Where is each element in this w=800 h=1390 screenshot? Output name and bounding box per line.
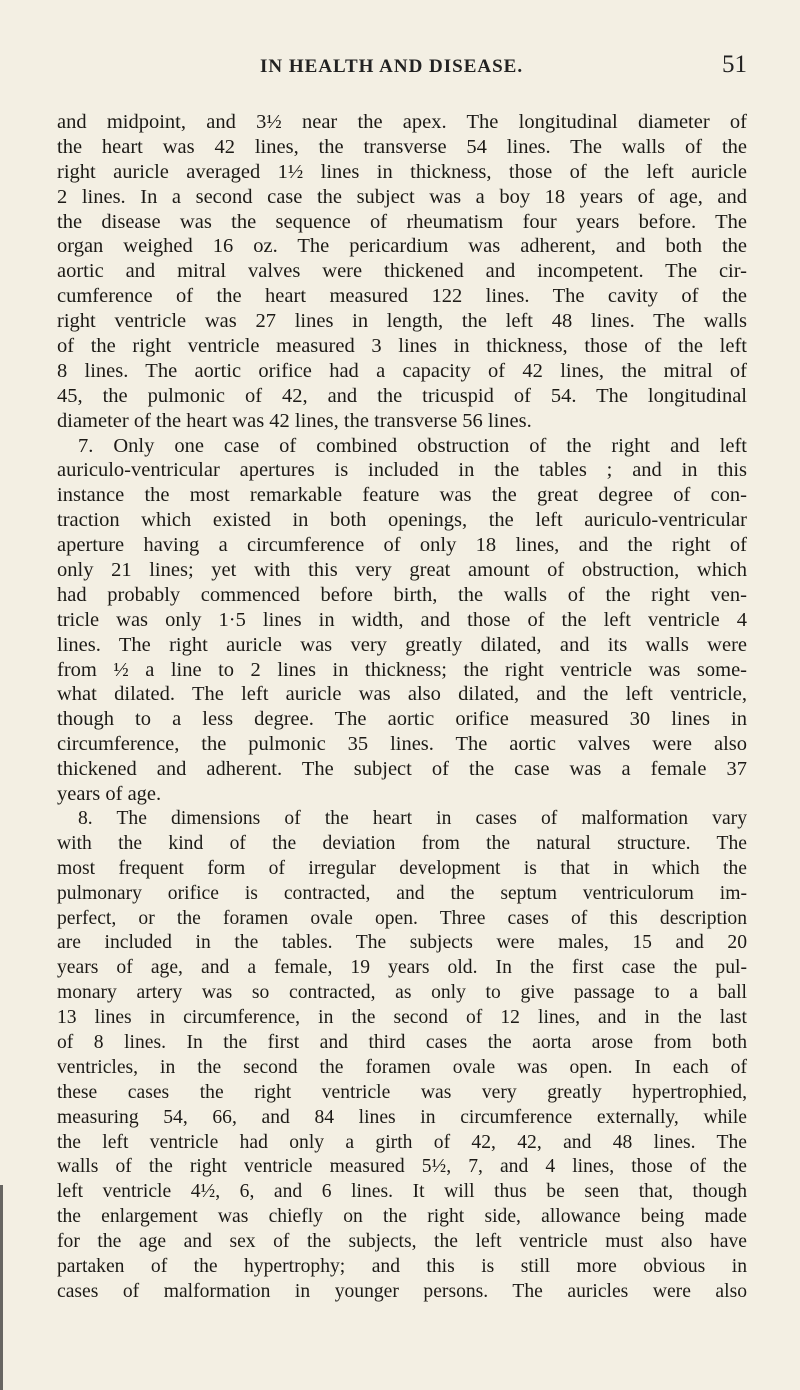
text-line: pulmonary orifice is contracted, and the septum ventriculorum im-: [57, 882, 747, 904]
text-line: tricle was only 1·5 lines in width, and those of the left ventricle 4: [57, 608, 747, 631]
text-line: of the right ventricle measured 3 lines in thickness, those of the left: [57, 335, 747, 358]
text-line: are included in the tables. The subjects were males, 15 and 20: [57, 932, 747, 954]
text-line: the left ventricle had only a girth of 42, 42, and 48 lines. The: [57, 1131, 747, 1153]
text-line: from ½ a line to 2 lines in thickness; the right ventricle was some-: [57, 658, 747, 681]
page-edge-shadow: [0, 1185, 3, 1390]
text-line: 2 lines. In a second case the subject was a boy 18 years of age, and: [57, 185, 747, 208]
text-line: lines. The right auricle was very greatly dilated, and its walls were: [57, 633, 747, 656]
text-line: these cases the right ventricle was very greatly hypertrophied,: [57, 1081, 747, 1103]
text-line: auriculo-ventricular apertures is included in the tables ; and in this: [57, 459, 747, 482]
text-line: with the kind of the deviation from the natural structure. The: [57, 832, 747, 854]
text-line: perfect, or the foramen ovale open. Three cases of this description: [57, 907, 747, 929]
text-line: circumference, the pulmonic 35 lines. The aortic valves were also: [57, 733, 747, 756]
text-line: years of age.: [57, 783, 162, 806]
text-line: instance the most remarkable feature was the great degree of con-: [57, 484, 747, 507]
text-line: right ventricle was 27 lines in length, the left 48 lines. The walls: [57, 310, 747, 333]
text-line: right auricle averaged 1½ lines in thickness, those of the left auricle: [57, 160, 747, 183]
text-line: for the age and sex of the subjects, the left ventricle must also have: [57, 1231, 747, 1253]
text-line: aperture having a circumference of only 18 lines, and the right of: [57, 534, 747, 557]
text-line: partaken of the hypertrophy; and this is still more obvious in: [57, 1255, 747, 1277]
body-text: [57, 110, 747, 1305]
text-line: monary artery was so contracted, as only to give passage to a ball: [57, 982, 747, 1004]
text-line: had probably commenced before birth, the walls of the right ven-: [57, 583, 747, 606]
text-line: 8 lines. The aortic orifice had a capacity of 42 lines, the mitral of: [57, 359, 747, 382]
text-line: 45, the pulmonic of 42, and the tricuspid of 54. The longitudinal: [57, 384, 747, 407]
text-line: cases of malformation in younger persons. The auricles were also: [57, 1280, 747, 1302]
paragraph-start-line: 7. Only one case of combined obstruction of the right and left: [78, 434, 747, 457]
text-line: measuring 54, 66, and 84 lines in circumference externally, while: [57, 1106, 747, 1128]
text-line: left ventricle 4½, 6, and 6 lines. It will thus be seen that, though: [57, 1181, 747, 1203]
text-line: what dilated. The left auricle was also dilated, and the left ventricle,: [57, 683, 747, 706]
text-line: 13 lines in circumference, in the second of 12 lines, and in the last: [57, 1007, 747, 1029]
text-line: thickened and adherent. The subject of the case was a female 37: [57, 758, 747, 781]
text-line: only 21 lines; yet with this very great amount of obstruction, which: [57, 559, 747, 582]
text-line: diameter of the heart was 42 lines, the transverse 56 lines.: [57, 409, 532, 432]
text-line: cumference of the heart measured 122 lines. The cavity of the: [57, 285, 747, 308]
text-line: traction which existed in both openings, the left auriculo-ventricular: [57, 509, 747, 532]
text-line: walls of the right ventricle measured 5½, 7, and 4 lines, those of the: [57, 1156, 747, 1178]
text-line: ventricles, in the second the foramen ovale was open. In each of: [57, 1056, 747, 1078]
text-line: of 8 lines. In the first and third cases the aorta arose from both: [57, 1031, 747, 1053]
text-line: the disease was the sequence of rheumatism four years before. The: [57, 210, 747, 233]
text-line: the enlargement was chiefly on the right side, allowance being made: [57, 1206, 747, 1228]
text-line: the heart was 42 lines, the transverse 54 lines. The walls of the: [57, 135, 747, 158]
text-line: and midpoint, and 3½ near the apex. The longitudinal diameter of: [57, 111, 747, 133]
paragraph-start-line: 8. The dimensions of the heart in cases of malformation vary: [78, 807, 747, 829]
text-line: years of age, and a female, 19 years old. In the first case the pul-: [57, 957, 747, 979]
text-line: though to a less degree. The aortic orifice measured 30 lines in: [57, 708, 747, 731]
running-title: IN HEALTH AND DISEASE.: [260, 56, 524, 77]
running-head: [0, 51, 800, 86]
page-number: 51: [722, 51, 747, 78]
text-line: aortic and mitral valves were thickened and incompetent. The cir-: [57, 260, 747, 283]
text-line: most frequent form of irregular development is that in which the: [57, 857, 747, 879]
text-line: organ weighed 16 oz. The pericardium was adherent, and both the: [57, 235, 747, 258]
